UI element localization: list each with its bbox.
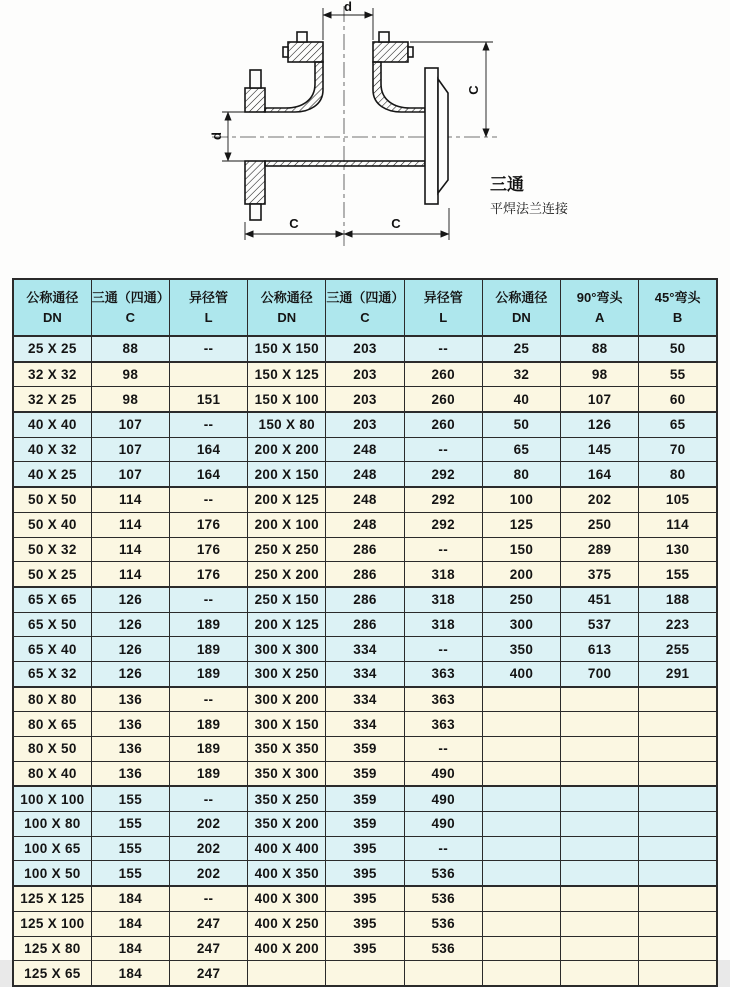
table-cell: 55: [639, 362, 717, 387]
table-cell: [639, 936, 717, 961]
table-cell: [248, 961, 326, 986]
table-cell: 350 X 300: [248, 761, 326, 786]
table-cell: 300 X 250: [248, 661, 326, 686]
table-cell: 223: [639, 612, 717, 637]
table-row: [13, 712, 717, 737]
table-cell: 150: [482, 537, 560, 562]
table-cell: 334: [326, 661, 404, 686]
table-cell: 184: [91, 886, 169, 911]
table-cell: 125 X 65: [13, 961, 91, 986]
table-row: [13, 661, 717, 686]
table-cell: --: [404, 537, 482, 562]
table-cell: [561, 786, 639, 811]
table-row: [13, 437, 717, 462]
table-cell: [639, 761, 717, 786]
table-cell: [482, 737, 560, 762]
table-cell: --: [404, 437, 482, 462]
table-cell: 536: [404, 911, 482, 936]
table-cell: 155: [639, 562, 717, 587]
table-cell: 50 X 50: [13, 487, 91, 512]
table-cell: 176: [169, 537, 247, 562]
table-cell: 125: [482, 512, 560, 537]
dimension-lines: [222, 8, 493, 240]
table-cell: 359: [326, 737, 404, 762]
table-cell: [482, 687, 560, 712]
column-header: 异径管 L: [404, 279, 482, 336]
table-cell: 126: [91, 612, 169, 637]
table-cell: 613: [561, 637, 639, 662]
table-cell: 400 X 350: [248, 861, 326, 886]
table-cell: 107: [91, 412, 169, 437]
table-cell: 490: [404, 786, 482, 811]
table-cell: 334: [326, 637, 404, 662]
table-cell: 50: [482, 412, 560, 437]
table-cell: 247: [169, 911, 247, 936]
table-cell: 114: [639, 512, 717, 537]
table-cell: 80 X 40: [13, 761, 91, 786]
table-cell: 247: [169, 961, 247, 986]
table-cell: 126: [91, 661, 169, 686]
branch-flange: [283, 32, 413, 62]
column-header: 90°弯头 A: [561, 279, 639, 336]
table-cell: 451: [561, 587, 639, 612]
table-row: [13, 562, 717, 587]
right-flange: [425, 68, 448, 204]
table-row: [13, 861, 717, 886]
table-cell: 188: [639, 587, 717, 612]
table-cell: 80 X 65: [13, 712, 91, 737]
table-cell: [326, 961, 404, 986]
table-cell: 395: [326, 886, 404, 911]
table-cell: 250 X 150: [248, 587, 326, 612]
table-cell: 136: [91, 712, 169, 737]
table-cell: 98: [561, 362, 639, 387]
table-row: [13, 487, 717, 512]
table-cell: 155: [91, 786, 169, 811]
table-cell: 176: [169, 512, 247, 537]
table-cell: 363: [404, 687, 482, 712]
table-cell: 350 X 200: [248, 812, 326, 837]
table-cell: 260: [404, 362, 482, 387]
table-cell: 490: [404, 761, 482, 786]
table-cell: 300 X 150: [248, 712, 326, 737]
table-cell: 490: [404, 812, 482, 837]
table-row: [13, 387, 717, 412]
table-row: [13, 587, 717, 612]
table-cell: [482, 712, 560, 737]
table-cell: [561, 761, 639, 786]
table-cell: 25: [482, 336, 560, 362]
table-cell: [482, 886, 560, 911]
table-cell: [561, 936, 639, 961]
table-cell: [639, 687, 717, 712]
table-cell: 291: [639, 661, 717, 686]
dimension-table: [12, 278, 718, 987]
table-cell: 50: [639, 336, 717, 362]
table-cell: 136: [91, 687, 169, 712]
table-cell: 202: [169, 861, 247, 886]
column-header: 45°弯头 B: [639, 279, 717, 336]
table-cell: 318: [404, 612, 482, 637]
table-row: [13, 812, 717, 837]
table-cell: 50 X 25: [13, 562, 91, 587]
table-cell: 318: [404, 587, 482, 612]
table-cell: 65 X 40: [13, 637, 91, 662]
table-cell: 155: [91, 836, 169, 861]
table-cell: 32: [482, 362, 560, 387]
table-cell: 80: [482, 462, 560, 487]
table-cell: 395: [326, 836, 404, 861]
table-cell: 65: [639, 412, 717, 437]
table-row: [13, 836, 717, 861]
dim-label-top-d: d: [344, 0, 352, 14]
table-cell: 200 X 125: [248, 612, 326, 637]
table-cell: --: [169, 886, 247, 911]
table-cell: 189: [169, 637, 247, 662]
table-cell: 350: [482, 637, 560, 662]
table-cell: 40: [482, 387, 560, 412]
table-cell: 300 X 200: [248, 687, 326, 712]
diagram-caption-subtitle: 平焊法兰连接: [490, 201, 569, 216]
table-row: [13, 537, 717, 562]
table-cell: --: [169, 412, 247, 437]
table-cell: 114: [91, 512, 169, 537]
table-cell: 150 X 125: [248, 362, 326, 387]
table-cell: 363: [404, 661, 482, 686]
table-row: [13, 737, 717, 762]
table-cell: 184: [91, 961, 169, 986]
table-cell: 292: [404, 512, 482, 537]
table-cell: [561, 836, 639, 861]
table-cell: [639, 786, 717, 811]
column-header: 公称通径 DN: [248, 279, 326, 336]
table-cell: 151: [169, 387, 247, 412]
table-cell: 359: [326, 812, 404, 837]
table-cell: 189: [169, 661, 247, 686]
table-cell: [561, 911, 639, 936]
table-cell: 107: [561, 387, 639, 412]
table-row: [13, 612, 717, 637]
table-cell: 400 X 250: [248, 911, 326, 936]
table-cell: 537: [561, 612, 639, 637]
table-cell: 203: [326, 362, 404, 387]
table-cell: 395: [326, 936, 404, 961]
table-cell: 359: [326, 761, 404, 786]
table-cell: --: [404, 336, 482, 362]
table-cell: 400 X 300: [248, 886, 326, 911]
table-cell: [561, 961, 639, 986]
table-cell: 98: [91, 387, 169, 412]
table-cell: 32 X 25: [13, 387, 91, 412]
table-header-row: [13, 279, 717, 336]
table-cell: 184: [91, 936, 169, 961]
table-cell: 202: [561, 487, 639, 512]
dim-label-left-d: d: [209, 132, 224, 140]
table-row: [13, 362, 717, 387]
table-cell: 200 X 200: [248, 437, 326, 462]
table-cell: 536: [404, 861, 482, 886]
table-cell: 286: [326, 612, 404, 637]
table-cell: 107: [91, 462, 169, 487]
table-cell: [639, 911, 717, 936]
left-flange: [245, 70, 265, 220]
table-cell: 125 X 100: [13, 911, 91, 936]
table-cell: 125 X 80: [13, 936, 91, 961]
table-cell: 202: [169, 836, 247, 861]
table-cell: 80: [639, 462, 717, 487]
table-cell: 395: [326, 911, 404, 936]
table-cell: 286: [326, 562, 404, 587]
table-cell: 203: [326, 336, 404, 362]
table-cell: [482, 861, 560, 886]
table-cell: 176: [169, 562, 247, 587]
table-cell: 126: [561, 412, 639, 437]
table-cell: [561, 812, 639, 837]
table-cell: [482, 836, 560, 861]
table-body: [13, 336, 717, 986]
table-cell: 65 X 32: [13, 661, 91, 686]
table-cell: 350 X 350: [248, 737, 326, 762]
table-cell: --: [169, 786, 247, 811]
table-cell: 200 X 100: [248, 512, 326, 537]
table-cell: 300 X 300: [248, 637, 326, 662]
tee-drawing-svg: [0, 0, 730, 272]
table-cell: 125 X 125: [13, 886, 91, 911]
table-cell: 164: [169, 437, 247, 462]
table-cell: 200 X 125: [248, 487, 326, 512]
dimension-table-wrap: [12, 278, 718, 987]
table-cell: --: [169, 487, 247, 512]
table-cell: --: [169, 336, 247, 362]
column-header: 三通（四通） C: [91, 279, 169, 336]
table-cell: 130: [639, 537, 717, 562]
table-cell: 289: [561, 537, 639, 562]
table-row: [13, 637, 717, 662]
table-cell: --: [404, 737, 482, 762]
table-cell: 260: [404, 387, 482, 412]
table-row: [13, 761, 717, 786]
table-cell: 250 X 200: [248, 562, 326, 587]
table-cell: [482, 761, 560, 786]
table-row: [13, 911, 717, 936]
table-cell: 114: [91, 537, 169, 562]
table-cell: 70: [639, 437, 717, 462]
table-cell: [561, 861, 639, 886]
table-cell: 400: [482, 661, 560, 686]
table-cell: 126: [91, 637, 169, 662]
table-cell: 292: [404, 462, 482, 487]
table-cell: 136: [91, 761, 169, 786]
table-cell: 260: [404, 412, 482, 437]
table-cell: 155: [91, 861, 169, 886]
table-cell: 536: [404, 886, 482, 911]
table-cell: 40 X 40: [13, 412, 91, 437]
table-cell: 255: [639, 637, 717, 662]
table-row: [13, 961, 717, 986]
table-cell: 250: [561, 512, 639, 537]
table-cell: 248: [326, 462, 404, 487]
table-cell: 203: [326, 412, 404, 437]
table-cell: 65 X 65: [13, 587, 91, 612]
table-cell: 98: [91, 362, 169, 387]
table-cell: 400 X 200: [248, 936, 326, 961]
table-cell: 164: [169, 462, 247, 487]
table-cell: 189: [169, 737, 247, 762]
table-cell: [561, 712, 639, 737]
table-row: [13, 886, 717, 911]
table-cell: 202: [169, 812, 247, 837]
column-header: 公称通径 DN: [482, 279, 560, 336]
table-cell: [482, 812, 560, 837]
table-cell: 700: [561, 661, 639, 686]
table-cell: 150 X 150: [248, 336, 326, 362]
table-cell: [561, 737, 639, 762]
table-cell: 350 X 250: [248, 786, 326, 811]
table-cell: 145: [561, 437, 639, 462]
table-cell: 250 X 250: [248, 537, 326, 562]
table-cell: 150 X 100: [248, 387, 326, 412]
table-cell: 40 X 25: [13, 462, 91, 487]
table-cell: [561, 687, 639, 712]
table-cell: --: [169, 687, 247, 712]
table-cell: 105: [639, 487, 717, 512]
table-cell: 200: [482, 562, 560, 587]
dim-label-right-c: C: [466, 85, 481, 95]
table-cell: [639, 886, 717, 911]
table-cell: 200 X 150: [248, 462, 326, 487]
table-cell: 88: [561, 336, 639, 362]
table-row: [13, 412, 717, 437]
table-cell: 363: [404, 712, 482, 737]
table-cell: 100 X 100: [13, 786, 91, 811]
table-cell: 100: [482, 487, 560, 512]
table-cell: 248: [326, 437, 404, 462]
column-header: 公称通径 DN: [13, 279, 91, 336]
table-cell: 334: [326, 687, 404, 712]
table-cell: 100 X 80: [13, 812, 91, 837]
table-cell: [639, 961, 717, 986]
table-cell: 65 X 50: [13, 612, 91, 637]
table-cell: 395: [326, 861, 404, 886]
table-cell: [561, 886, 639, 911]
table-cell: 189: [169, 712, 247, 737]
table-cell: 248: [326, 512, 404, 537]
table-cell: --: [404, 836, 482, 861]
table-cell: [482, 961, 560, 986]
table-row: [13, 936, 717, 961]
table-row: [13, 512, 717, 537]
table-cell: 250: [482, 587, 560, 612]
dim-label-bottom-right-c: C: [391, 216, 401, 231]
table-cell: 80 X 50: [13, 737, 91, 762]
table-cell: 164: [561, 462, 639, 487]
table-cell: 189: [169, 761, 247, 786]
table-cell: 136: [91, 737, 169, 762]
table-cell: [404, 961, 482, 986]
table-cell: 155: [91, 812, 169, 837]
table-cell: 107: [91, 437, 169, 462]
table-row: [13, 336, 717, 362]
table-cell: 100 X 65: [13, 836, 91, 861]
table-cell: [639, 737, 717, 762]
table-cell: 292: [404, 487, 482, 512]
table-cell: 359: [326, 786, 404, 811]
table-cell: 300: [482, 612, 560, 637]
table-cell: 334: [326, 712, 404, 737]
table-cell: [639, 836, 717, 861]
table-cell: 126: [91, 587, 169, 612]
table-row: [13, 462, 717, 487]
table-cell: 50 X 32: [13, 537, 91, 562]
dim-label-bottom-left-c: C: [289, 216, 299, 231]
tee-diagram: [0, 0, 730, 272]
table-cell: 25 X 25: [13, 336, 91, 362]
pipe-body: [265, 62, 425, 166]
table-row: [13, 786, 717, 811]
table-cell: --: [404, 637, 482, 662]
table-cell: [482, 911, 560, 936]
table-cell: 184: [91, 911, 169, 936]
table-cell: 203: [326, 387, 404, 412]
table-cell: 318: [404, 562, 482, 587]
column-header: 三通（四通） C: [326, 279, 404, 336]
table-cell: 65: [482, 437, 560, 462]
table-cell: 286: [326, 537, 404, 562]
table-cell: [482, 936, 560, 961]
table-cell: [639, 861, 717, 886]
table-cell: 189: [169, 612, 247, 637]
table-cell: 375: [561, 562, 639, 587]
table-row: [13, 687, 717, 712]
table-cell: 114: [91, 562, 169, 587]
table-cell: 286: [326, 587, 404, 612]
table-cell: [169, 362, 247, 387]
table-cell: 114: [91, 487, 169, 512]
table-cell: 40 X 32: [13, 437, 91, 462]
table-cell: 88: [91, 336, 169, 362]
table-cell: [639, 712, 717, 737]
table-cell: [482, 786, 560, 811]
table-cell: 50 X 40: [13, 512, 91, 537]
diagram-caption-title: 三通: [490, 175, 524, 194]
table-cell: 80 X 80: [13, 687, 91, 712]
table-cell: 400 X 400: [248, 836, 326, 861]
table-cell: 247: [169, 936, 247, 961]
column-header: 异径管 L: [169, 279, 247, 336]
table-cell: --: [169, 587, 247, 612]
table-cell: 248: [326, 487, 404, 512]
table-cell: 536: [404, 936, 482, 961]
table-cell: 100 X 50: [13, 861, 91, 886]
table-cell: [639, 812, 717, 837]
table-cell: 60: [639, 387, 717, 412]
table-cell: 150 X 80: [248, 412, 326, 437]
table-cell: 32 X 32: [13, 362, 91, 387]
